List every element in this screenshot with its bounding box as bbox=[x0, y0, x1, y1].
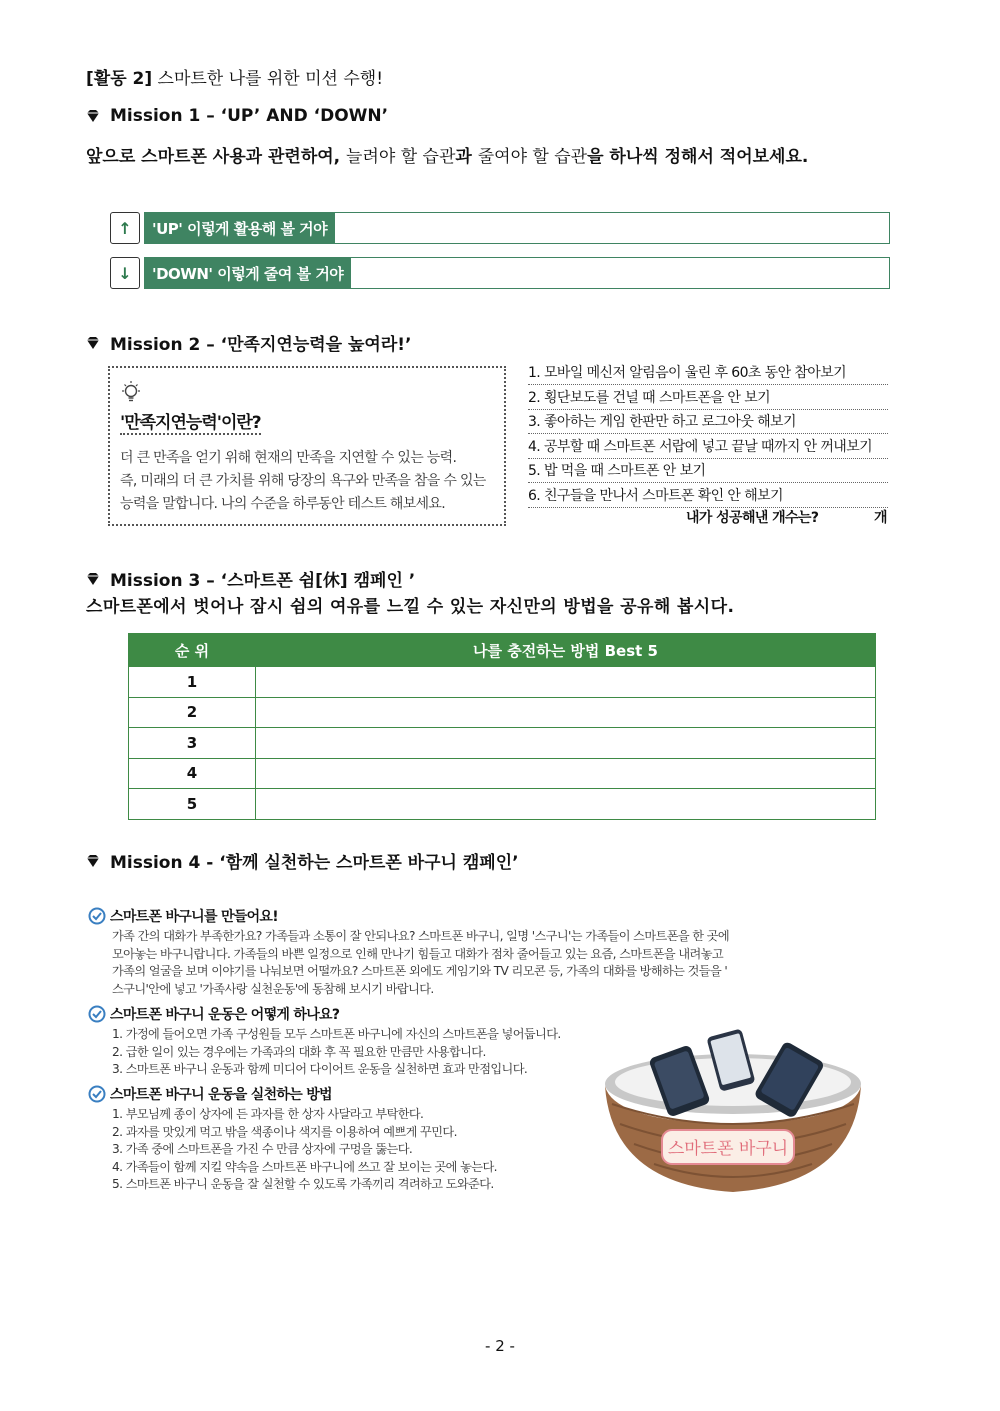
section-body: 가족 간의 대화가 부족한가요? 가족들과 소통이 잘 안되나요? 스마트폰 바구니, 일명 '스구니'는 가족들이 스마트폰을 한 곳에 모아놓는 바구니랍니다. 가족들의 바쁜 일정으로 인해 만나기 힘들고 대화가 점차 줄어들고 있는 요즘, 스마트폰을 내려놓고 가족의 얼굴을 보며 이야기를 나눠보면 어떨까요? 스마트폰 외에도 게임기와 TV 리모콘 등, 가족의 대화를 방해하는 것들을 ' 스구니'안에 넣고 '가족사랑 실천운동'에 동참해 보시기 바랍니다. bbox=[112, 929, 730, 996]
table-row: 1 bbox=[129, 667, 876, 698]
section-how-to bbox=[88, 1004, 561, 1079]
list-item: 1. 모바일 메신저 알림음이 울린 후 60초 동안 참아보기 bbox=[528, 362, 888, 385]
check-circle-icon bbox=[88, 907, 106, 925]
activity-title: 스마트한 나를 위한 미션 수행! bbox=[152, 69, 384, 89]
answer-cell[interactable] bbox=[256, 697, 876, 728]
mission1-title: Mission 1 – ‘UP’ AND ‘DOWN’ bbox=[110, 106, 389, 126]
mission4-heading bbox=[86, 848, 519, 873]
list-item: 6. 친구들을 만나서 스마트폰 확인 안 해보기 bbox=[528, 485, 888, 508]
table-row: 4 bbox=[129, 758, 876, 789]
mission1-heading bbox=[86, 106, 388, 126]
gem-icon bbox=[86, 109, 100, 123]
col-method: 나를 충전하는 방법 Best 5 bbox=[256, 634, 876, 667]
best5-table bbox=[128, 633, 876, 820]
mission2-heading bbox=[86, 330, 411, 355]
mission3-instruction: 스마트폰에서 벗어나 잠시 쉼의 여유를 느낄 수 있는 자신만의 방법을 공유해 봅시다. bbox=[86, 597, 735, 617]
down-answer-field[interactable] bbox=[351, 257, 890, 289]
up-label: 'UP' 이렇게 활용해 볼 거야 bbox=[144, 212, 335, 244]
table-row: 5 bbox=[129, 789, 876, 820]
section-practice bbox=[88, 1084, 497, 1194]
mission1-instruction: 앞으로 스마트폰 사용과 관련하여, 늘려야 할 습관과 줄여야 할 습관을 하나씩 정해서 적어보세요. bbox=[86, 147, 809, 167]
section-title: 스마트폰 바구니 운동을 실천하는 방법 bbox=[88, 1084, 497, 1104]
section-make-basket bbox=[88, 906, 729, 998]
answer-cell[interactable] bbox=[256, 758, 876, 789]
section-body: 1. 가정에 들어오면 가족 구성원들 모두 스마트폰 바구니에 자신의 스마트폰을 넣어둡니다. 2. 급한 일이 있는 경우에는 가족과의 대화 후 꼭 필요한 만큼만 사용합니다. 3. 스마트폰 바구니 운동과 함께 미디어 다이어트 운동을 실천하면 효과 만점입니다. bbox=[112, 1027, 561, 1076]
check-circle-icon bbox=[88, 1005, 106, 1023]
smartphone-basket-image bbox=[602, 1024, 864, 1194]
gem-icon bbox=[86, 854, 100, 868]
definition-title: '만족지연능력'이란? bbox=[120, 408, 261, 435]
section-body: 1. 부모님께 종이 상자에 든 과자를 한 상자 사달라고 부탁한다. 2. 과자를 맛있게 먹고 밖을 색종이나 색지를 이용하여 예쁘게 꾸민다. 3. 가족 중에 스마트폰을 가진 수 만큼 상자에 구멍을 뚫는다. 4. 가족들이 함께 지킬 약속을 스마트폰 바구니에 쓰고 잘 보이는 곳에 놓는다. 5. 스마트폰 바구니 운동을 잘 실천할 수 있도록 가족끼리 격려하고 도와준다. bbox=[112, 1107, 497, 1191]
gem-icon bbox=[86, 572, 100, 586]
count-unit: 개 bbox=[874, 510, 887, 526]
mission4-title: Mission 4 - ‘함께 실천하는 스마트폰 바구니 캠페인’ bbox=[110, 853, 519, 873]
success-count-label: 내가 성공해낸 개수는? bbox=[686, 510, 819, 526]
gem-icon bbox=[86, 336, 100, 350]
list-item: 2. 횡단보도를 건널 때 스마트폰을 안 보기 bbox=[528, 387, 888, 410]
section-title: 스마트폰 바구니 운동은 어떻게 하나요? bbox=[88, 1004, 561, 1024]
table-row: 3 bbox=[129, 728, 876, 759]
basket-label: 스마트폰 바구니 bbox=[667, 1139, 789, 1159]
up-row bbox=[110, 212, 890, 244]
down-label: 'DOWN' 이렇게 줄여 볼 거야 bbox=[144, 257, 351, 289]
answer-cell[interactable] bbox=[256, 789, 876, 820]
list-item: 3. 좋아하는 게임 한판만 하고 로그아웃 해보기 bbox=[528, 411, 888, 434]
mission3-heading bbox=[86, 566, 415, 591]
answer-cell[interactable] bbox=[256, 667, 876, 698]
page-number: - 2 - bbox=[485, 1337, 515, 1355]
table-row: 2 bbox=[129, 697, 876, 728]
answer-cell[interactable] bbox=[256, 728, 876, 759]
success-count-field[interactable] bbox=[812, 503, 870, 525]
lightbulb-icon bbox=[120, 380, 142, 404]
check-circle-icon bbox=[88, 1085, 106, 1103]
definition-desc: 더 큰 만족을 얻기 위해 현재의 만족을 지연할 수 있는 능력. 즉, 미래의 더 큰 가치를 위해 당장의 욕구와 만족을 참을 수 있는 능력을 말합니다. 나의 수준을 하루동안 테스트 해보세요. bbox=[120, 450, 486, 512]
col-rank: 순 위 bbox=[129, 634, 256, 667]
mission3-title: Mission 3 – ‘스마트폰 쉼[休] 캠페인 ’ bbox=[110, 571, 416, 591]
challenge-list bbox=[528, 362, 888, 509]
arrow-down-icon: ↓ bbox=[110, 257, 140, 289]
activity-heading bbox=[86, 64, 383, 89]
up-answer-field[interactable] bbox=[335, 212, 890, 244]
list-item: 4. 공부할 때 스마트폰 서랍에 넣고 끝날 때까지 안 꺼내보기 bbox=[528, 436, 888, 459]
section-title: 스마트폰 바구니를 만들어요! bbox=[88, 906, 729, 926]
list-item: 5. 밥 먹을 때 스마트폰 안 보기 bbox=[528, 460, 888, 483]
mission2-title: Mission 2 – ‘만족지연능력을 높여라!’ bbox=[110, 335, 412, 355]
arrow-up-icon: ↑ bbox=[110, 212, 140, 244]
down-row bbox=[110, 257, 890, 289]
activity-bracket: [활동 2] bbox=[86, 69, 153, 89]
